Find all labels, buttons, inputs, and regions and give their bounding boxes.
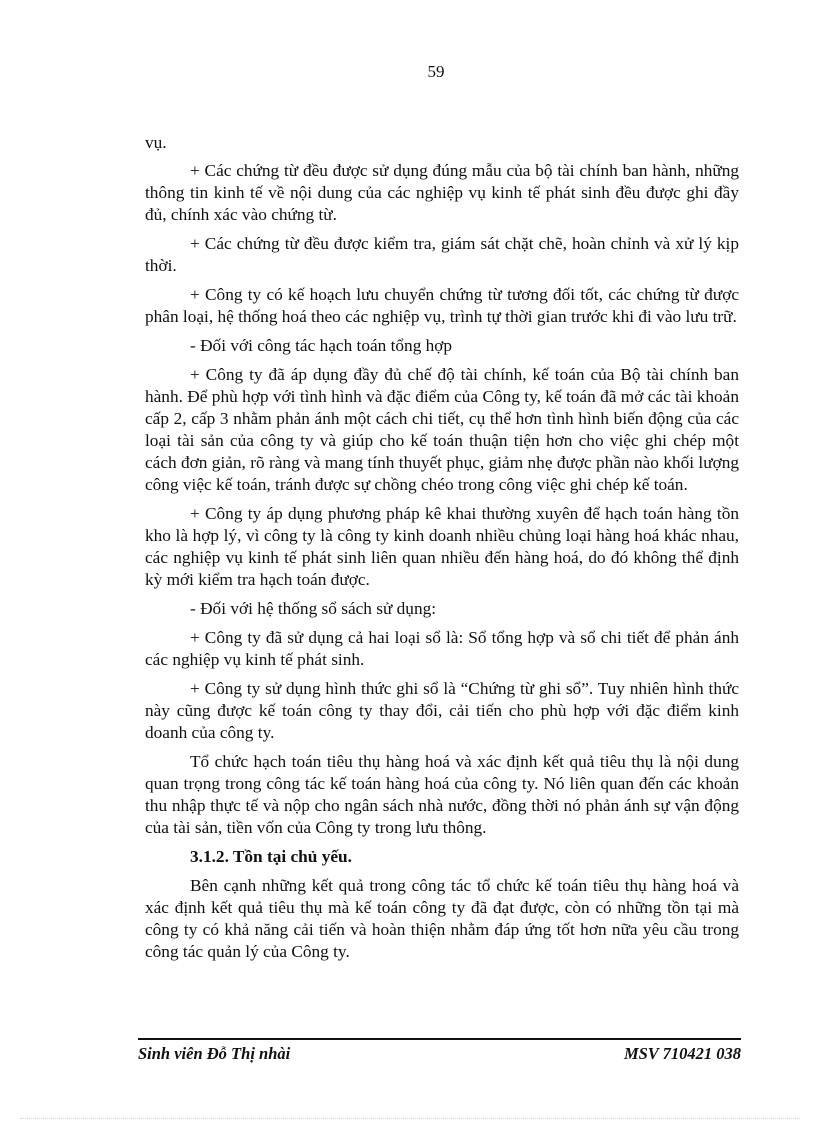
document-body xyxy=(145,132,739,970)
paragraph: + Công ty đã áp dụng đầy đủ chế độ tài chính, kế toán của Bộ tài chính ban hành. Để phù hợp với tình hình và đặc điểm của Công ty, kế toán đã mở các tài khoản cấp 2, cấp 3 nhằm phản ánh một cách chi tiết, cụ thể hơn tình hình biến động của các loại tài sản của công ty và giúp cho kế toán thuận tiện hơn cho việc ghi chép một cách đơn giản, rõ ràng và mang tính thuyết phục, giảm nhẹ được phần nào khối lượng công việc kế toán, tránh được sự chồng chéo trong công việc ghi chép kế toán. xyxy=(145,365,739,494)
footer-student-id: MSV 710421 038 xyxy=(623,1044,741,1063)
paragraph: + Công ty có kế hoạch lưu chuyển chứng từ tương đối tốt, các chứng từ được phân loại, hệ thống hoá theo các nghiệp vụ, trình tự thời gian trước khi đi vào lưu trữ. xyxy=(145,285,739,326)
page-footer xyxy=(138,1044,741,1064)
paragraph: Tổ chức hạch toán tiêu thụ hàng hoá và xác định kết quả tiêu thụ là nội dung quan trọng trong công tác kế toán hàng hoá của công ty. Nó liên quan đến các khoản thu nhập thực tế và nộp cho ngân sách nhà nước, đồng thời nó phản ánh sự vận động của tài sản, tiền vốn của Công ty trong lưu thông. xyxy=(145,752,739,837)
paragraph: + Các chứng từ đều được kiểm tra, giám sát chặt chẽ, hoàn chỉnh và xử lý kịp thời. xyxy=(145,234,739,275)
footer-divider xyxy=(138,1038,741,1040)
paragraph: + Các chứng từ đều được sử dụng đúng mẫu của bộ tài chính ban hành, những thông tin kinh tế về nội dung của các nghiệp vụ kinh tế phát sinh đều được ghi đầy đủ, chính xác vào chứng từ. xyxy=(145,161,739,224)
paragraph: - Đối với hệ thống sổ sách sử dụng: xyxy=(190,599,437,618)
footer-student-name: Sinh viên Đỗ Thị nhài xyxy=(138,1044,291,1063)
paragraph: Bên cạnh những kết quả trong công tác tổ chức kế toán tiêu thụ hàng hoá và xác định kết quả tiêu thụ mà kế toán công ty đã đạt được, còn có những tồn tại mà công ty có khả năng cải tiến và hoàn thiện nhằm đáp ứng tốt hơn nữa yêu cầu trong công tác quản lý của Công ty. xyxy=(145,876,739,961)
page-number: 59 xyxy=(427,62,445,81)
paragraph: + Công ty áp dụng phương pháp kê khai thường xuyên để hạch toán hàng tồn kho là hợp lý, vì công ty là công ty kinh doanh nhiều chủng loại hàng hoá khác nhau, các nghiệp vụ kinh tế phát sinh liên quan nhiều đến hàng hoá, do đó không thể định kỳ mới kiểm tra hạch toán được. xyxy=(145,504,739,589)
section-heading: 3.1.2. Tồn tại chủ yếu. xyxy=(190,847,352,866)
page-edge-divider xyxy=(20,1118,800,1119)
paragraph: - Đối với công tác hạch toán tổng hợp xyxy=(190,336,453,355)
paragraph: + Công ty sử dụng hình thức ghi sổ là “Chứng từ ghi sổ”. Tuy nhiên hình thức này cũng được kế toán công ty thay đổi, cải tiến cho phù hợp với đặc điểm kinh doanh của công ty. xyxy=(145,679,739,742)
paragraph-continuation: vụ. xyxy=(145,133,167,152)
paragraph: + Công ty đã sử dụng cả hai loại sổ là: Sổ tổng hợp và sổ chi tiết để phản ánh các nghiệp vụ kinh tế phát sinh. xyxy=(145,628,739,669)
